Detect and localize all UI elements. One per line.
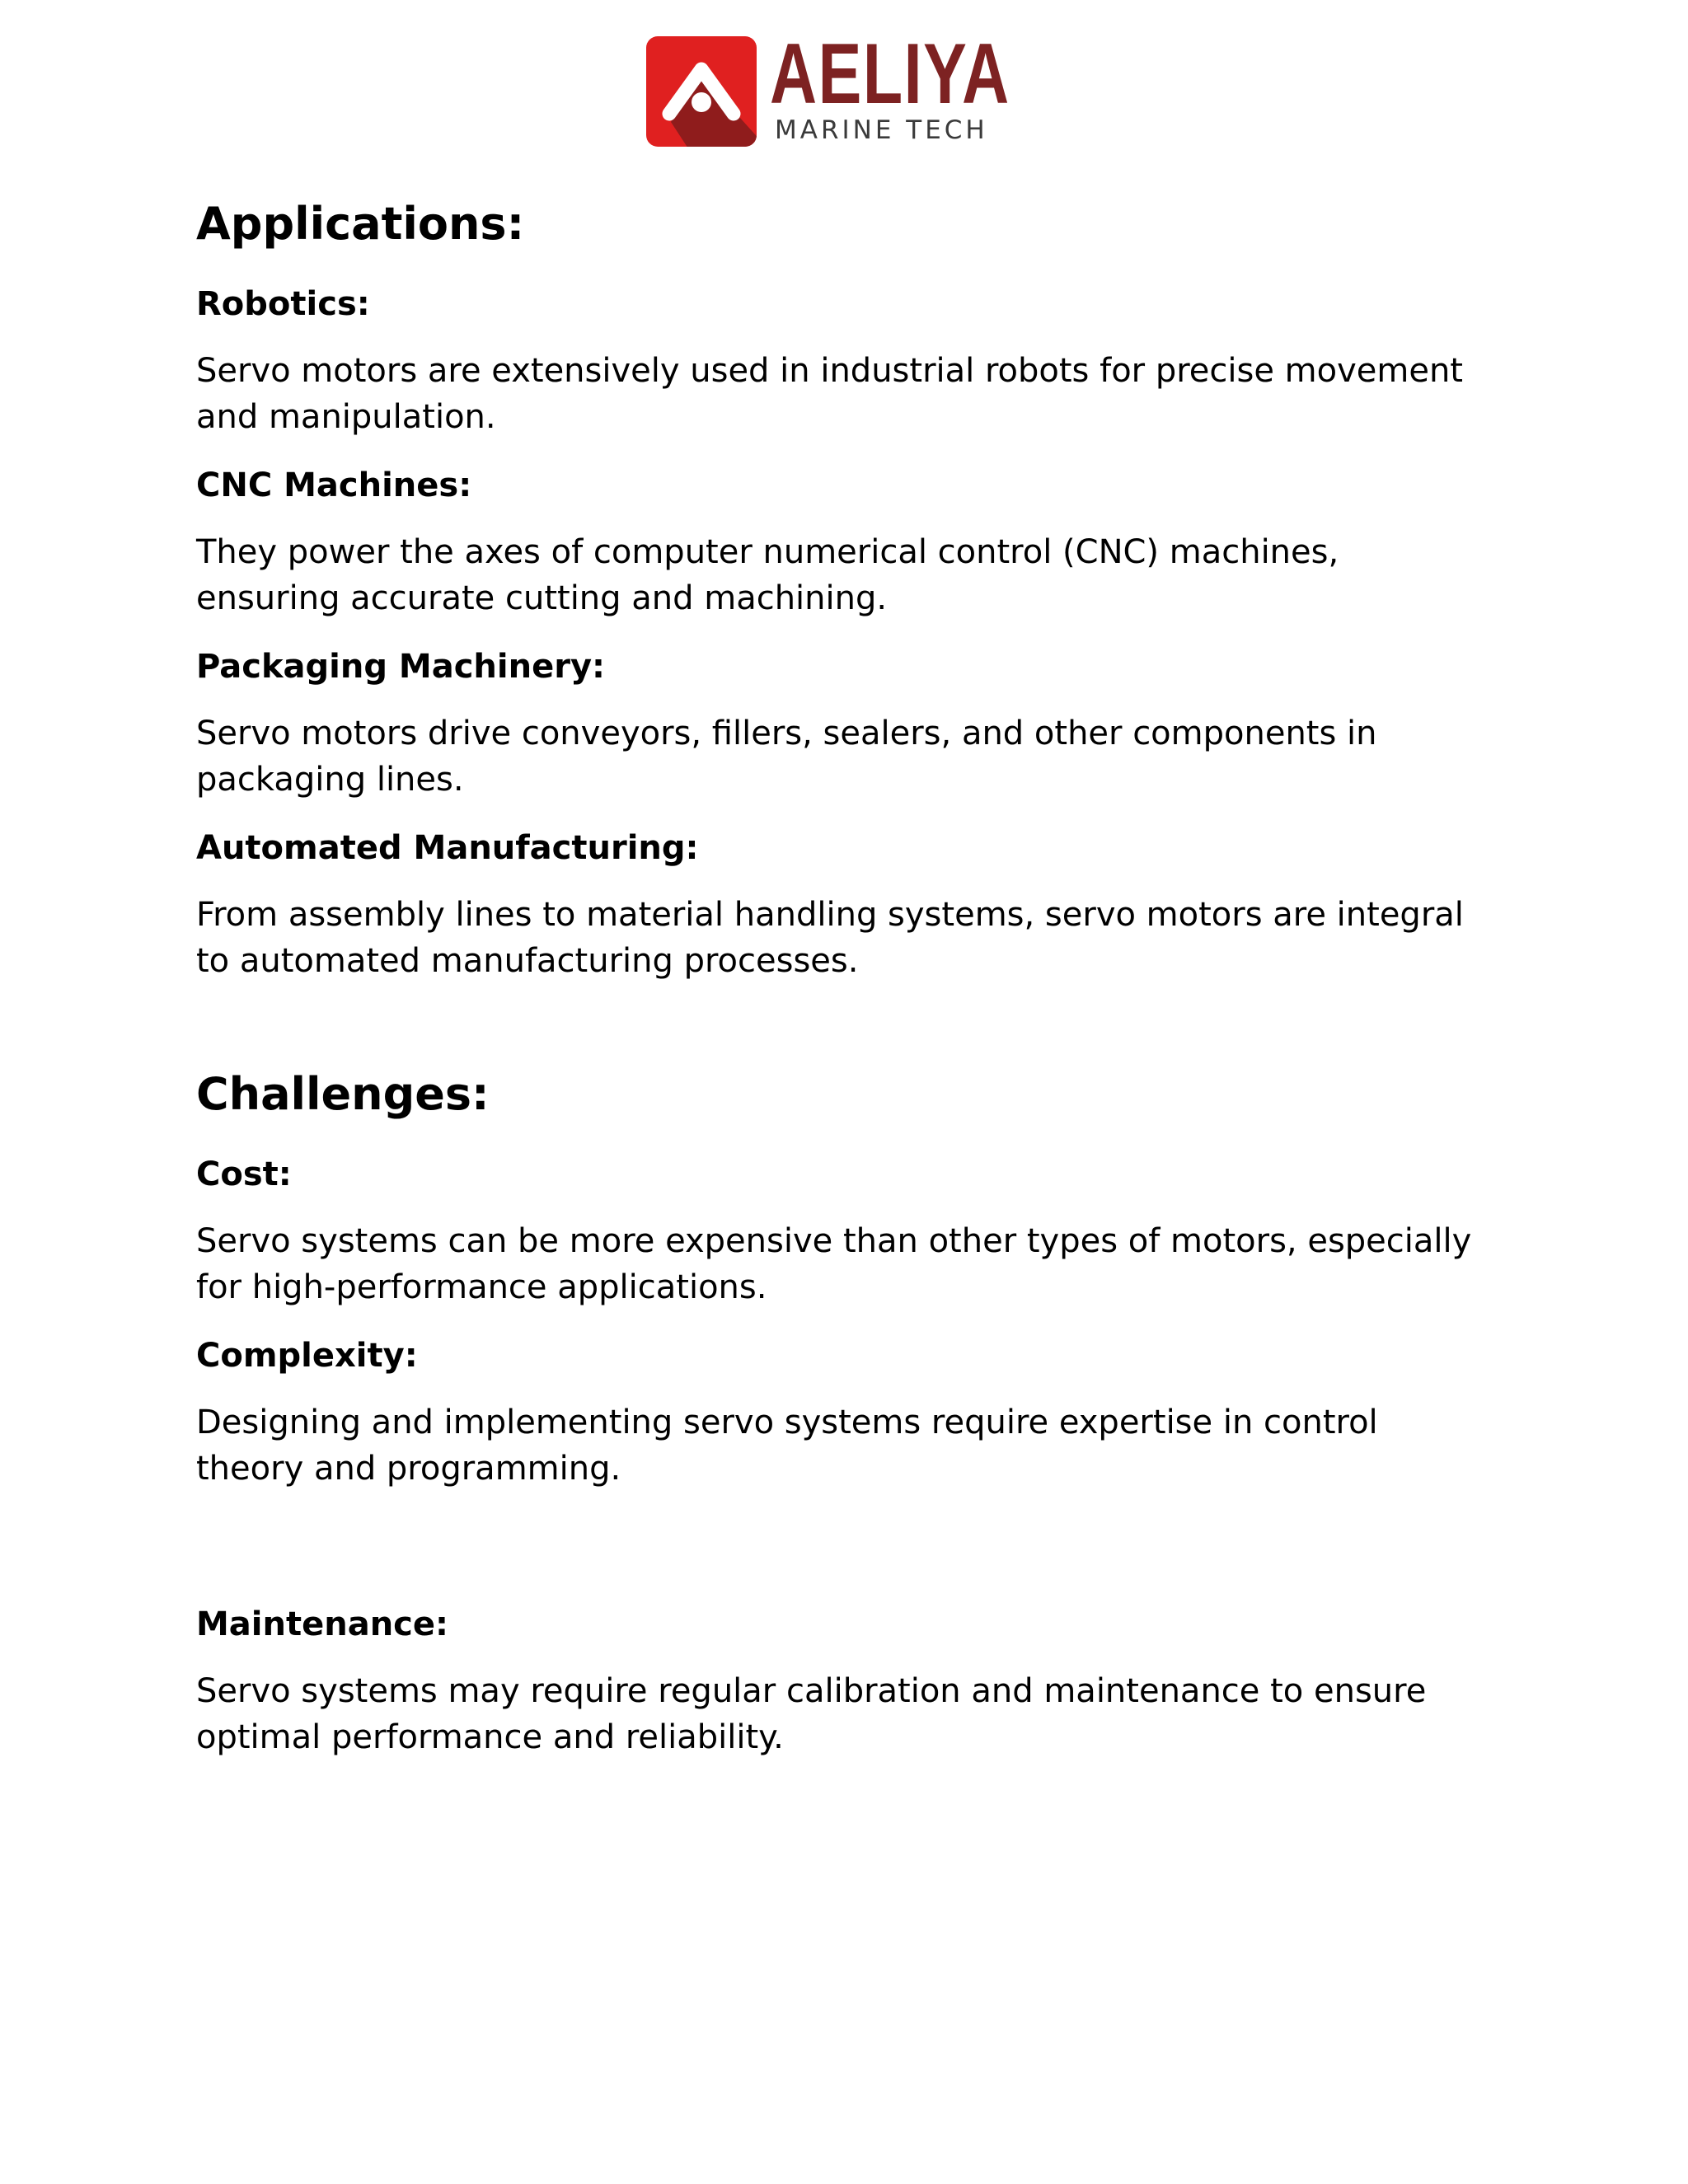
- item-paragraph: Designing and implementing servo systems require expertise in control theory and programming.: [196, 1404, 1378, 1488]
- item-paragraph: They power the axes of computer numerical control (CNC) machines, ensuring accurate cutting and machining.: [196, 533, 1339, 617]
- item-heading-packaging-machinery: Packaging Machinery:: [196, 648, 606, 686]
- item-heading-cnc-machines: CNC Machines:: [196, 466, 472, 504]
- section-heading: Applications:: [196, 198, 525, 250]
- section-spacer: [196, 984, 1482, 1060]
- item-heading-automated-manufacturing: Automated Manufacturing:: [196, 829, 699, 867]
- applications-section: [196, 190, 1482, 984]
- item-heading-robotics: Robotics:: [196, 285, 370, 323]
- house-arrow-icon: [646, 36, 757, 147]
- item-paragraph: Servo motors drive conveyors, fillers, sealers, and other components in packaging lines.: [196, 715, 1377, 799]
- item-heading-complexity: Complexity:: [196, 1337, 418, 1375]
- item-paragraph: From assembly lines to material handling systems, servo motors are integral to automated manufacturing processes.: [196, 896, 1464, 980]
- company-logo: [646, 26, 1010, 152]
- logo-wordmark: AELIYA: [770, 26, 1010, 122]
- challenges-section: [196, 1060, 1482, 1760]
- item-heading-cost: Cost:: [196, 1155, 292, 1193]
- item-paragraph: Servo systems can be more expensive than other types of motors, especially for high-performance applications.: [196, 1222, 1472, 1306]
- item-paragraph: Servo motors are extensively used in industrial robots for precise movement and manipulation.: [196, 352, 1463, 436]
- logo-tagline: MARINE TECH: [775, 115, 988, 145]
- section-heading: Challenges:: [196, 1068, 490, 1120]
- item-spacer: [196, 1492, 1482, 1579]
- item-paragraph: Servo systems may require regular calibration and maintenance to ensure optimal performance and reliability.: [196, 1672, 1427, 1756]
- document-body: [196, 190, 1482, 1760]
- item-heading-maintenance: Maintenance:: [196, 1605, 449, 1643]
